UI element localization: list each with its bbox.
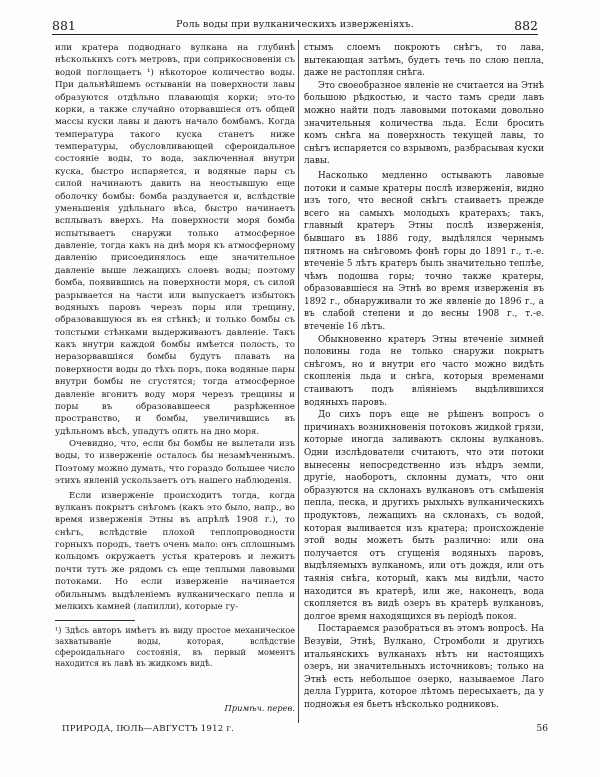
- footnote-signature: Примѣч. перев.: [224, 703, 295, 713]
- paragraph: или кратера подводнаго вулкана на глубинѣ нѣсколькихъ сотъ метровъ, при соприкосновеніи съ водой поглощаетъ ¹) нѣкоторое количество воды. При дальнѣйшемъ остываніи на поверхности лавы образуются отдѣльно плавающія корки; это-то корки, а также случайно оторвавшіеся отъ общей массы куски лавы и даютъ начало бомбамъ. Когда температура такого куска станетъ ниже температуры, обусловливающей сфероидальное состояніе воды, то вода, заключенная внутри куска, быстро испаряется, и водяные пары съ силой начинаютъ давить на неостывшую еще оболочку бомбы: бомба раздувается и, вслѣдствіе уменьшенія удѣльнаго вѣса, быстро начинаетъ всплывать вверхъ. На поверхности моря бомба испытываетъ снаружи только атмосферное давленіе, тогда какъ на днѣ моря къ атмосферному давленію присоединялось еще значительное давленіе выше лежащихъ слоевъ воды; поэтому бомба, появившись на поверхности моря, съ силой разрывается на части или выпускаетъ избытокъ водяныхъ паровъ черезъ поры или трещину, образовавшуюся въ ея стѣнкѣ; и только бомбы съ толстыми стѣнками выдерживаютъ давленіе. Такъ какъ внутри каждой бомбы имѣется полость, то неразорвавшіяся бомбы будутъ плавать на поверхности воды до тѣхъ поръ, пока водяные пары внутри бомбы не сгустятся; тогда атмосферное давленіе вгонитъ воду моря черезъ трещины и поры въ образовавшееся разрѣженное пространство, и бомбы, увеличившись въ удѣльномъ вѣсѣ, упадутъ опять на дно моря.: [55, 43, 295, 437]
- page-number: 56: [536, 724, 548, 734]
- column-number-left: 881: [52, 18, 76, 33]
- paragraph: Постараемся разобраться въ этомъ вопросѣ. На Везувіи, Этнѣ, Вулкано, Стромболи и другихъ итальянскихъ вулканахъ нѣтъ ни настоящихъ озеръ, ни значительныхъ источниковъ; только на Этнѣ есть небольшое озерко, называемое Лаго делла Гуррита, которое лѣтомъ пересыхаетъ, да у подножья ея бьетъ нѣсколько родниковъ.: [304, 624, 544, 710]
- paragraph: стымъ слоемъ покроютъ снѣгъ, то лава, вытекающая затѣмъ, будетъ течь по слою пепла, даже не растопляя снѣга.: [304, 43, 544, 79]
- paragraph: Это своеобразное явленіе не считается на Этнѣ большою рѣдкостью, и часто тамъ среди лавъ можно найти подъ лавовыми потоками довольно значительныя количества льда. Если бросить комъ снѣга на поверхность текущей лавы, то снѣгъ испаряется со взрывомъ, разбрасывая куски лавы.: [304, 80, 544, 167]
- running-header: [52, 16, 538, 35]
- paragraph: Насколько медленно остываютъ лавовые потоки и самые кратеры послѣ изверженія, видно изъ того, что весной снѣгъ стаиваетъ прежде всего на самыхъ молодыхъ кратерахъ; такъ, главный кратеръ Этны послѣ изверженія, бывшаго въ 1886 году, выдѣлялся чернымъ пятномъ на снѣговомъ фонѣ горы до 1891 г., т.-е. втеченіе 5 лѣтъ кратеръ былъ значительно теплѣе, чѣмъ подошва горы; точно также кратеры, образовавшіеся на Этнѣ во время изверженія въ 1892 г., обнаруживали то же явленіе до 1896 г., а въ слабой степени и до весны 1908 г., т.-е. втеченіе 16 лѣтъ.: [304, 170, 544, 333]
- column-number-right: 882: [514, 18, 538, 33]
- footnote-rule: [55, 620, 135, 621]
- journal-footer: ПРИРОДА, ІЮЛЬ—АВГУСТЪ 1912 г.: [62, 724, 234, 734]
- running-title: Роль воды при вулканическихъ изверженіяхъ.: [176, 19, 414, 30]
- left-column: [55, 42, 295, 613]
- paragraph: Обыкновенно кратеръ Этны втеченіе зимней половины года не только снаружи покрытъ снѣгомъ, но и внутри его часто можно видѣть скопленія льда и снѣга, которыя временами стаиваютъ подъ вліяніемъ выдѣлившихся водяныхъ паровъ.: [304, 334, 544, 408]
- paragraph: До сихъ поръ еще не рѣшенъ вопросъ о причинахъ возникновенія потоковъ жидкой грязи, которые иногда заливаютъ склоны вулкановъ. Одни изслѣдователи считаютъ, что эти потоки вынесены непосредственно изъ нѣдръ земли, другіе, наоборотъ, склонны думать, что они образуются на склонахъ вулкановъ отъ смѣшенія пепла, песка, и другихъ рыхлыхъ вулканическихъ продуктовъ, лежащихъ на склонахъ, съ водой, которая выливается изъ кратера; происхожденіе этой воды можетъ быть различно: или она получается отъ сгущенія водяныхъ паровъ, выдѣляемыхъ вулканомъ, или отъ дождя, или отъ таянія снѣга, который, какъ мы видѣли, часто находится въ кратерѣ, или же, наконецъ, вода скопляется въ видѣ озеръ въ кратерѣ вулкановъ, долгое время находящихся въ періодѣ покоя.: [304, 410, 544, 622]
- column-divider: [298, 40, 299, 723]
- paragraph: Если изверженіе происходитъ тогда, когда вулканъ покрытъ снѣгомъ (какъ это было, напр., во время изверженія Этны въ апрѣлѣ 1908 г.), то снѣгъ, вслѣдствіе плохой теплопроводности горныхъ породъ, таетъ очень мало: онъ сплошнымъ кольцомъ окружаетъ устья кратеровъ и лежитъ почти тутъ же рядомъ съ еще теплыми лавовыми потоками. Но если изверженіе начинается обильнымъ выдѣленіемъ вулканическаго пепла и мелкихъ камней (лапилли), которые гу-: [55, 490, 295, 612]
- footnote: ¹) Здѣсь авторъ имѣетъ въ виду простое механическое захватываніе воды, которая, вслѣдствіе сфероидальнаго состоянія, въ первый моментъ находится въ лавѣ въ жидкомъ видѣ.: [55, 625, 295, 668]
- right-column: [304, 42, 544, 711]
- paragraph: Очевидно, что, если бы бомбы не вылетали изъ воды, то изверженіе осталось бы незамѣченнымъ. Поэтому можно думать, что гораздо большее число этихъ явленій ускользаетъ отъ нашего наблюденія.: [55, 439, 295, 487]
